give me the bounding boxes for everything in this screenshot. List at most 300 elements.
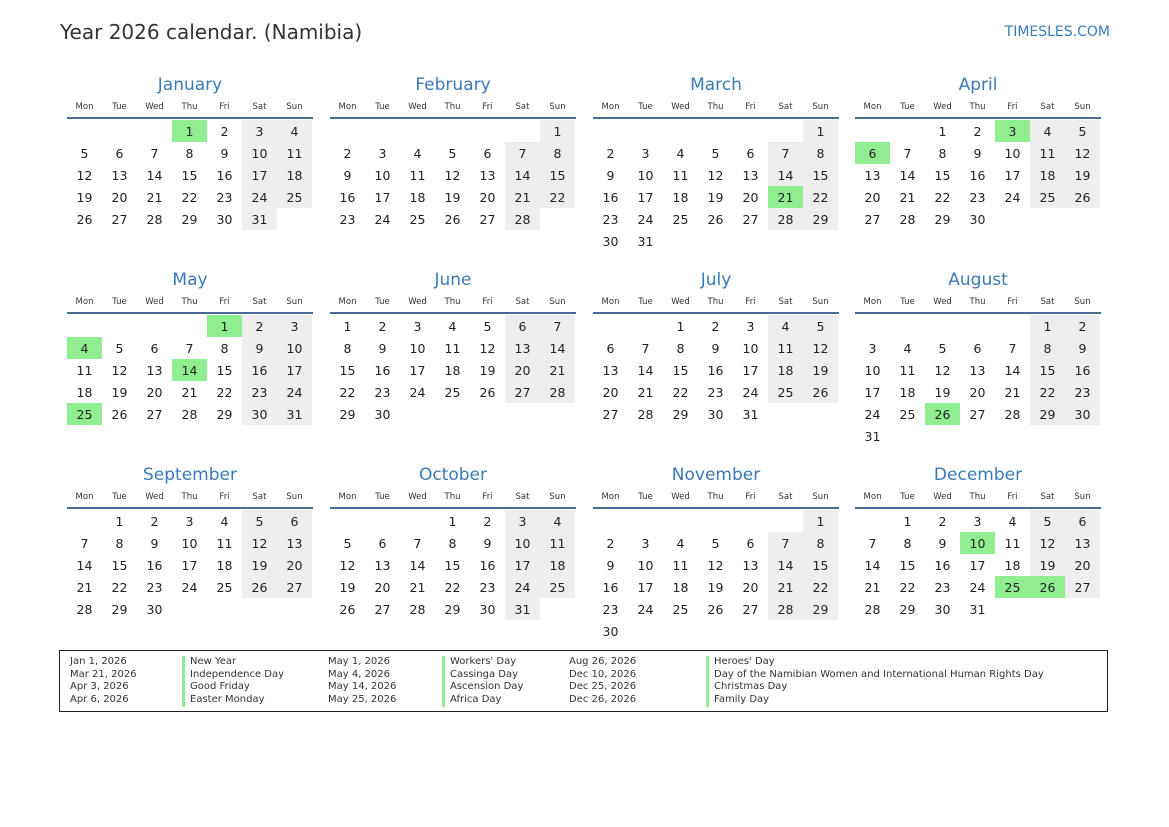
empty-cell (137, 315, 172, 337)
day-cell: 27 (111, 211, 128, 227)
day-cell: 23 (602, 601, 619, 617)
weekday-label: Thu (969, 297, 986, 307)
day-cell: 10 (1004, 145, 1021, 161)
day-grid (330, 120, 576, 230)
empty-cell (330, 510, 365, 532)
day-cell: 20 (374, 579, 391, 595)
empty-cell (698, 120, 733, 142)
day-cell: 29 (111, 601, 128, 617)
day-cell: 14 (899, 167, 916, 183)
day-cell: 25 (277, 186, 312, 208)
legend-dates-3 (569, 656, 636, 707)
day-cell: 26 (1065, 186, 1100, 208)
day-cell: 5 (483, 318, 492, 334)
day-cell: 25 (768, 381, 803, 403)
day-cell: 11 (1004, 535, 1021, 551)
day-cell: 5 (80, 145, 89, 161)
day-cell: 9 (343, 167, 352, 183)
day-cell: 12 (479, 340, 496, 356)
day-cell: 22 (339, 384, 356, 400)
weekday-label: Fri (1007, 102, 1018, 112)
month-name: July (700, 270, 732, 290)
day-cell: 13 (505, 337, 540, 359)
day-cell: 2 (711, 318, 720, 334)
day-cell: 14 (864, 557, 881, 573)
empty-cell (365, 120, 400, 142)
day-cell: 1 (115, 513, 124, 529)
day-cell: 16 (216, 167, 233, 183)
day-cell: 31 (242, 208, 277, 230)
day-cell: 26 (339, 601, 356, 617)
weekday-label: Fri (219, 102, 230, 112)
weekday-label: Sat (778, 297, 793, 307)
day-cell: 28 (76, 601, 93, 617)
month-name: August (948, 270, 1008, 290)
weekday-label: Thu (444, 102, 461, 112)
day-cell: 7 (768, 142, 803, 164)
day-cell: 7 (903, 145, 912, 161)
weekday-label: Wed (408, 102, 427, 112)
day-cell: 2 (606, 535, 615, 551)
day-cell: 25 (1030, 186, 1065, 208)
day-cell: 23 (707, 384, 724, 400)
day-cell: 28 (768, 208, 803, 230)
day-cell: 3 (746, 318, 755, 334)
day-cell: 23 (339, 211, 356, 227)
weekday-label: Wed (145, 297, 164, 307)
weekday-label: Sat (778, 102, 793, 112)
day-cell: 19 (479, 362, 496, 378)
weekday-label: Wed (933, 102, 952, 112)
day-cell: 13 (742, 167, 759, 183)
day-cell: 4 (277, 120, 312, 142)
day-cell: 22 (540, 186, 575, 208)
day-cell: 23 (242, 381, 277, 403)
weekday-label: Fri (1007, 492, 1018, 502)
day-cell: 22 (111, 579, 128, 595)
day-cell: 24 (637, 211, 654, 227)
day-cell: 7 (80, 535, 89, 551)
day-cell: 17 (242, 164, 277, 186)
day-cell: 7 (150, 145, 159, 161)
day-cell: 19 (242, 554, 277, 576)
empty-cell (172, 315, 207, 337)
day-cell: 5 (938, 340, 947, 356)
legend-holiday: Easter Monday (190, 694, 265, 706)
legend-holiday: Africa Day (450, 694, 502, 706)
day-cell: 22 (803, 186, 838, 208)
day-cell: 4 (1008, 513, 1017, 529)
day-cell: 1 (803, 120, 838, 142)
weekday-label: Thu (707, 297, 724, 307)
day-cell: 16 (602, 579, 619, 595)
month-october (330, 463, 576, 620)
weekday-label: Wed (671, 297, 690, 307)
day-cell: 5 (1065, 120, 1100, 142)
day-cell: 29 (1030, 403, 1065, 425)
day-cell: 17 (969, 557, 986, 573)
weekday-header (330, 292, 576, 314)
day-cell: 11 (1030, 142, 1065, 164)
day-cell: 6 (150, 340, 159, 356)
day-cell: 2 (1065, 315, 1100, 337)
day-cell: 30 (707, 406, 724, 422)
legend-date: Apr 6, 2026 (70, 694, 129, 706)
day-cell: 26 (803, 381, 838, 403)
day-cell: 3 (868, 340, 877, 356)
day-cell: 1 (803, 510, 838, 532)
day-cell: 25 (672, 601, 689, 617)
day-cell: 9 (1065, 337, 1100, 359)
day-cell: 17 (1004, 167, 1021, 183)
legend-names-2 (442, 656, 523, 707)
legend-holiday: Family Day (714, 694, 770, 706)
day-cell: 4 (1030, 120, 1065, 142)
weekday-label: Tue (638, 102, 653, 112)
weekday-label: Tue (375, 297, 390, 307)
day-cell: 27 (1065, 576, 1100, 598)
legend-holiday: Workers' Day (450, 656, 517, 667)
day-cell: 16 (969, 167, 986, 183)
day-cell: 15 (672, 362, 689, 378)
empty-cell (365, 510, 400, 532)
day-cell: 30 (479, 601, 496, 617)
legend-date: May 1, 2026 (328, 656, 391, 667)
day-cell: 1 (903, 513, 912, 529)
day-cell: 28 (146, 211, 163, 227)
day-cell: 14 (768, 164, 803, 186)
day-cell: 27 (602, 406, 619, 422)
day-cell: 29 (181, 211, 198, 227)
day-cell: 13 (864, 167, 881, 183)
day-cell: 14 (505, 164, 540, 186)
day-cell: 16 (339, 189, 356, 205)
month-name: February (415, 75, 491, 95)
day-cell: 14 (637, 362, 654, 378)
day-cell: 19 (707, 189, 724, 205)
legend-holiday: Good Friday (190, 681, 250, 693)
weekday-label: Thu (969, 492, 986, 502)
day-cell: 18 (1004, 557, 1021, 573)
weekday-label: Wed (671, 492, 690, 502)
day-cell: 15 (111, 557, 128, 573)
day-cell: 13 (969, 362, 986, 378)
day-cell: 24 (409, 384, 426, 400)
day-cell: 11 (444, 340, 461, 356)
day-cell: 23 (479, 579, 496, 595)
day-cell: 19 (1030, 554, 1065, 576)
weekday-label: Sat (252, 102, 267, 112)
day-cell: 3 (641, 535, 650, 551)
weekday-label: Thu (444, 492, 461, 502)
day-cell: 7 (1008, 340, 1017, 356)
day-cell: 21 (768, 576, 803, 598)
day-cell: 9 (150, 535, 159, 551)
weekday-header (67, 292, 313, 314)
day-cell: 21 (1004, 384, 1021, 400)
day-cell: 6 (606, 340, 615, 356)
month-name: December (933, 465, 1023, 485)
holiday-day-cell: 26 (1030, 576, 1065, 598)
day-cell: 24 (1004, 189, 1021, 205)
day-cell: 11 (216, 535, 233, 551)
day-cell: 7 (540, 315, 575, 337)
site-link[interactable]: TIMESLES.COM (1004, 24, 1110, 40)
day-cell: 10 (637, 167, 654, 183)
day-cell: 13 (111, 167, 128, 183)
day-cell: 2 (606, 145, 615, 161)
day-cell: 4 (768, 315, 803, 337)
weekday-label: Mon (601, 297, 620, 307)
weekday-header (67, 487, 313, 509)
day-grid (855, 510, 1101, 620)
day-cell: 11 (672, 557, 689, 573)
day-cell: 31 (969, 601, 986, 617)
weekday-label: Mon (863, 102, 882, 112)
day-cell: 24 (181, 579, 198, 595)
day-cell: 19 (707, 579, 724, 595)
day-cell: 11 (899, 362, 916, 378)
day-cell: 4 (413, 145, 422, 161)
empty-cell (855, 120, 890, 142)
legend-holiday: Day of the Namibian Women and International Human Rights Day (714, 668, 1044, 680)
legend-date: Apr 3, 2026 (70, 681, 129, 693)
weekday-label: Sat (252, 492, 267, 502)
month-march (593, 73, 839, 252)
day-cell: 20 (1065, 554, 1100, 576)
day-cell: 21 (409, 579, 426, 595)
month-june (330, 268, 576, 425)
day-cell: 3 (378, 145, 387, 161)
weekday-label: Fri (482, 492, 493, 502)
day-cell: 20 (479, 189, 496, 205)
day-grid (593, 315, 839, 425)
holiday-day-cell: 26 (925, 403, 960, 425)
day-cell: 3 (277, 315, 312, 337)
holiday-day-cell: 21 (768, 186, 803, 208)
weekday-label: Thu (181, 102, 198, 112)
month-february (330, 73, 576, 230)
empty-cell (890, 120, 925, 142)
day-cell: 30 (1065, 403, 1100, 425)
weekday-label: Wed (145, 492, 164, 502)
day-cell: 25 (899, 406, 916, 422)
day-cell: 1 (448, 513, 457, 529)
day-cell: 7 (641, 340, 650, 356)
day-cell: 18 (216, 557, 233, 573)
day-cell: 7 (868, 535, 877, 551)
day-cell: 25 (409, 211, 426, 227)
weekday-label: Thu (707, 102, 724, 112)
day-cell: 25 (444, 384, 461, 400)
day-cell: 16 (479, 557, 496, 573)
day-cell: 26 (707, 211, 724, 227)
day-cell: 11 (409, 167, 426, 183)
month-name: January (157, 75, 223, 95)
day-cell: 30 (374, 406, 391, 422)
day-cell: 30 (602, 623, 619, 639)
day-cell: 29 (444, 601, 461, 617)
legend-date: Dec 10, 2026 (569, 668, 637, 680)
weekday-label: Sat (1040, 102, 1055, 112)
holiday-day-cell: 6 (855, 142, 890, 164)
empty-cell (855, 315, 890, 337)
day-cell: 3 (641, 145, 650, 161)
day-cell: 9 (973, 145, 982, 161)
empty-cell (698, 510, 733, 532)
day-cell: 8 (540, 142, 575, 164)
legend-holiday: Christmas Day (714, 681, 788, 693)
day-cell: 20 (111, 189, 128, 205)
weekday-label: Wed (408, 492, 427, 502)
day-cell: 4 (676, 145, 685, 161)
day-cell: 14 (1004, 362, 1021, 378)
day-cell: 22 (1030, 381, 1065, 403)
day-cell: 22 (934, 189, 951, 205)
legend-date: Dec 25, 2026 (569, 681, 637, 693)
day-cell: 12 (1065, 142, 1100, 164)
day-cell: 14 (146, 167, 163, 183)
day-cell: 12 (934, 362, 951, 378)
day-cell: 30 (934, 601, 951, 617)
holiday-legend (59, 650, 1108, 712)
day-cell: 3 (185, 513, 194, 529)
weekday-label: Fri (745, 102, 756, 112)
day-cell: 28 (181, 406, 198, 422)
day-cell: 11 (277, 142, 312, 164)
day-cell: 3 (973, 513, 982, 529)
day-cell: 18 (899, 384, 916, 400)
legend-holiday: Cassinga Day (450, 668, 519, 680)
day-cell: 29 (803, 208, 838, 230)
day-cell: 5 (711, 535, 720, 551)
month-november (593, 463, 839, 642)
day-cell: 12 (242, 532, 277, 554)
weekday-header (593, 97, 839, 119)
day-cell: 2 (343, 145, 352, 161)
day-cell: 28 (409, 601, 426, 617)
weekday-label: Mon (338, 102, 357, 112)
empty-cell (890, 315, 925, 337)
day-cell: 20 (602, 384, 619, 400)
day-cell: 15 (540, 164, 575, 186)
legend-date: Dec 26, 2026 (569, 694, 637, 706)
weekday-label: Mon (338, 492, 357, 502)
day-cell: 7 (768, 532, 803, 554)
weekday-label: Tue (112, 492, 127, 502)
day-cell: 15 (803, 554, 838, 576)
day-cell: 27 (864, 211, 881, 227)
day-cell: 6 (115, 145, 124, 161)
day-cell: 9 (606, 557, 615, 573)
day-cell: 31 (637, 233, 654, 249)
day-cell: 3 (413, 318, 422, 334)
weekday-label: Tue (375, 492, 390, 502)
day-cell: 10 (637, 557, 654, 573)
month-name: November (671, 465, 761, 485)
weekday-label: Thu (181, 297, 198, 307)
day-grid (593, 510, 839, 642)
day-cell: 15 (803, 164, 838, 186)
weekday-label: Sun (286, 102, 303, 112)
day-cell: 5 (803, 315, 838, 337)
day-grid (67, 120, 313, 230)
weekday-header (855, 97, 1101, 119)
empty-cell (960, 315, 995, 337)
weekday-header (593, 487, 839, 509)
day-cell: 20 (146, 384, 163, 400)
weekday-label: Mon (75, 492, 94, 502)
month-name: June (434, 270, 472, 290)
weekday-label: Sat (515, 102, 530, 112)
calendar-grid (67, 73, 1102, 648)
day-cell: 5 (448, 145, 457, 161)
weekday-label: Sun (549, 297, 566, 307)
day-cell: 5 (242, 510, 277, 532)
legend-dates-2 (328, 656, 396, 707)
day-cell: 2 (242, 315, 277, 337)
day-cell: 24 (277, 381, 312, 403)
day-cell: 16 (146, 557, 163, 573)
day-grid (330, 510, 576, 620)
day-cell: 4 (448, 318, 457, 334)
day-cell: 27 (374, 601, 391, 617)
day-cell: 16 (1065, 359, 1100, 381)
day-cell: 8 (448, 535, 457, 551)
day-cell: 22 (444, 579, 461, 595)
empty-cell (435, 120, 470, 142)
day-cell: 27 (505, 381, 540, 403)
day-cell: 30 (146, 601, 163, 617)
day-cell: 24 (374, 211, 391, 227)
weekday-label: Thu (969, 102, 986, 112)
day-cell: 13 (1065, 532, 1100, 554)
day-cell: 11 (672, 167, 689, 183)
legend-names-3 (706, 656, 1044, 707)
day-cell: 6 (277, 510, 312, 532)
weekday-label: Sun (812, 492, 829, 502)
day-cell: 6 (378, 535, 387, 551)
day-cell: 12 (339, 557, 356, 573)
day-cell: 14 (768, 554, 803, 576)
day-cell: 8 (343, 340, 352, 356)
empty-cell (628, 510, 663, 532)
weekday-label: Sat (515, 297, 530, 307)
day-cell: 21 (181, 384, 198, 400)
weekday-label: Sun (286, 492, 303, 502)
day-cell: 18 (277, 164, 312, 186)
day-grid (855, 315, 1101, 447)
weekday-label: Sun (549, 492, 566, 502)
day-grid (855, 120, 1101, 230)
day-cell: 31 (277, 403, 312, 425)
day-cell: 9 (220, 145, 229, 161)
day-cell: 12 (707, 167, 724, 183)
day-cell: 27 (742, 211, 759, 227)
day-cell: 6 (505, 315, 540, 337)
day-cell: 26 (242, 576, 277, 598)
day-cell: 23 (969, 189, 986, 205)
day-cell: 1 (540, 120, 575, 142)
empty-cell (925, 315, 960, 337)
weekday-label: Sat (778, 492, 793, 502)
empty-cell (628, 120, 663, 142)
month-july (593, 268, 839, 425)
day-cell: 2 (938, 513, 947, 529)
day-cell: 14 (76, 557, 93, 573)
weekday-label: Sun (1074, 492, 1091, 502)
day-cell: 21 (76, 579, 93, 595)
